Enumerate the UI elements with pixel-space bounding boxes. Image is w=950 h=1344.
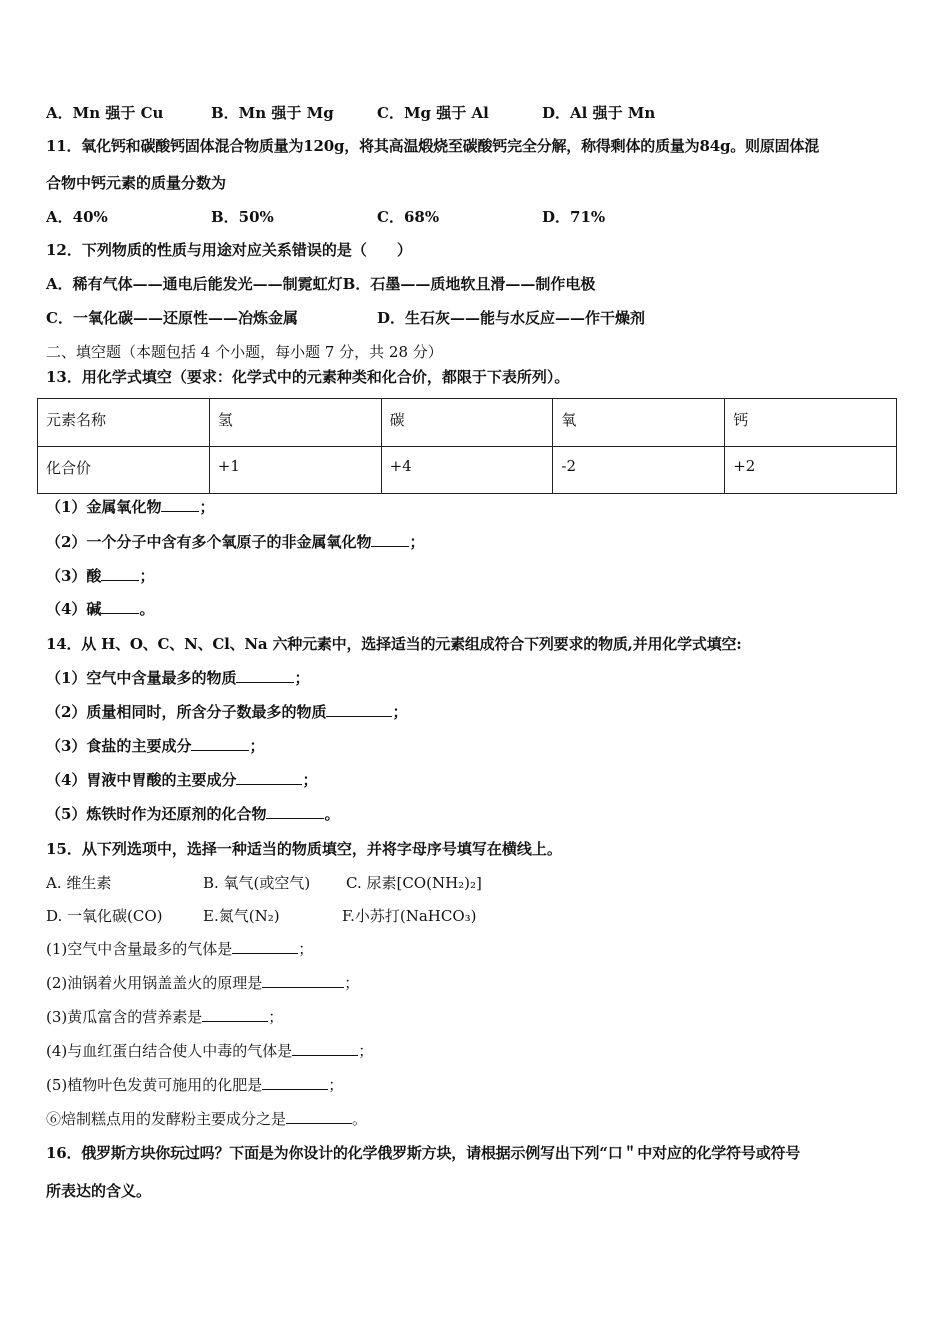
table-cell: 碳 <box>381 399 553 447</box>
answer-blank[interactable] <box>292 1041 358 1056</box>
table-cell: +4 <box>381 446 553 494</box>
q14-item-4: （4）胃液中胃酸的主要成分 ； <box>46 771 318 789</box>
q14-item-3: （3）食盐的主要成分 ； <box>46 737 265 755</box>
q10-option-d: D．Al 强于 Mn <box>542 104 656 122</box>
table-cell: 元素名称 <box>38 399 210 447</box>
q15-item-5: (5)植物叶色发黄可施用的化肥是 ； <box>46 1076 344 1094</box>
q11-option-c: C．68% <box>377 208 440 226</box>
answer-blank[interactable] <box>236 668 294 683</box>
answer-blank[interactable] <box>266 804 324 819</box>
answer-blank[interactable] <box>202 1007 268 1022</box>
q15-option-f: F.小苏打(NaHCO₃) <box>342 907 477 925</box>
answer-blank[interactable] <box>232 939 298 954</box>
q15-option-a: A. 维生素 <box>46 874 112 892</box>
q13-item-2: （2）一个分子中含有多个氧原子的非金属氧化物 ； <box>46 533 425 551</box>
q15-stem: 15．从下列选项中，选择一种适当的物质填空，并将字母序号填写在横线上。 <box>46 840 562 858</box>
q13-item-3: （3）酸 ； <box>46 567 155 585</box>
q12-stem: 12．下列物质的性质与用途对应关系错误的是（ ） <box>46 241 412 259</box>
q10-option-a: A．Mn 强于 Cu <box>46 104 164 122</box>
q13-item-1: （1）金属氧化物 ； <box>46 498 215 516</box>
section-heading: 二、填空题（本题包括 4 个小题，每小题 7 分，共 28 分） <box>46 343 443 361</box>
table-cell: +1 <box>209 446 381 494</box>
answer-blank[interactable] <box>101 599 139 614</box>
q10-option-b: B．Mn 强于 Mg <box>211 104 334 122</box>
q16-stem-line1: 16．俄罗斯方块你玩过吗？下面是为你设计的化学俄罗斯方块，请根据示例写出下列“口＂中对应的化学符号或符号 <box>46 1144 801 1162</box>
table-cell: +2 <box>725 446 897 494</box>
q15-item-4: (4)与血红蛋白结合使人中毒的气体是 ； <box>46 1042 374 1060</box>
answer-blank[interactable] <box>191 736 249 751</box>
q15-option-c: C. 尿素[CO(NH₂)₂] <box>346 874 482 892</box>
q14-stem: 14．从 H、O、C、N、Cl、Na 六种元素中，选择适当的元素组成符合下列要求的物质,并用化学式填空: <box>46 635 742 653</box>
q15-item-2: (2)油锅着火用锅盖盖火的原理是 ； <box>46 974 360 992</box>
answer-blank[interactable] <box>262 1075 328 1090</box>
answer-blank[interactable] <box>286 1109 352 1124</box>
q12-option-c: C．一氧化碳——还原性——冶炼金属 <box>46 309 298 327</box>
answer-blank[interactable] <box>161 497 199 512</box>
table-cell: 钙 <box>725 399 897 447</box>
answer-blank[interactable] <box>262 973 344 988</box>
table-cell: 氧 <box>553 399 725 447</box>
answer-blank[interactable] <box>101 566 139 581</box>
q14-item-5: （5）炼铁时作为还原剂的化合物 。 <box>46 805 340 823</box>
q11-option-b: B．50% <box>211 208 274 226</box>
q11-option-d: D．71% <box>542 208 606 226</box>
q11-option-a: A．40% <box>46 208 108 226</box>
q14-item-1: （1）空气中含量最多的物质 ； <box>46 669 310 687</box>
q12-option-d: D．生石灰——能与水反应——作干燥剂 <box>377 309 646 327</box>
q15-option-b: B. 氧气(或空气) <box>203 874 311 892</box>
valence-table <box>37 398 897 494</box>
q10-option-c: C．Mg 强于 Al <box>377 104 489 122</box>
table-row <box>38 399 897 447</box>
q11-stem-line2: 合物中钙元素的质量分数为 <box>46 174 227 192</box>
q15-item-3: (3)黄瓜富含的营养素是 ； <box>46 1008 284 1026</box>
table-cell: 氢 <box>209 399 381 447</box>
q15-item-6: ⑥焙制糕点用的发酵粉主要成分之是 。 <box>46 1110 368 1128</box>
table-cell: 化合价 <box>38 446 210 494</box>
table-row <box>38 446 897 494</box>
table-cell: -2 <box>553 446 725 494</box>
q12-options-ab: A．稀有气体——通电后能发光——制霓虹灯B．石墨——质地软且滑——制作电极 <box>46 275 596 293</box>
answer-blank[interactable] <box>236 770 302 785</box>
q13-stem: 13．用化学式填空（要求：化学式中的元素种类和化合价，都限于下表所列）。 <box>46 368 570 386</box>
q16-stem-line2: 所表达的含义。 <box>46 1182 152 1200</box>
q11-stem-line1: 11．氧化钙和碳酸钙固体混合物质量为120g，将其高温煅烧至碳酸钙完全分解，称得剩体的质量为84g。则原固体混 <box>46 137 820 155</box>
q15-item-1: (1)空气中含量最多的气体是 ； <box>46 940 314 958</box>
answer-blank[interactable] <box>371 532 409 547</box>
q13-item-4: （4）碱 。 <box>46 600 155 618</box>
answer-blank[interactable] <box>326 702 392 717</box>
q15-option-e: E.氮气(N₂) <box>203 907 280 925</box>
q15-option-d: D. 一氧化碳(CO) <box>46 907 163 925</box>
q14-item-2: （2）质量相同时，所含分子数最多的物质 ； <box>46 703 408 721</box>
